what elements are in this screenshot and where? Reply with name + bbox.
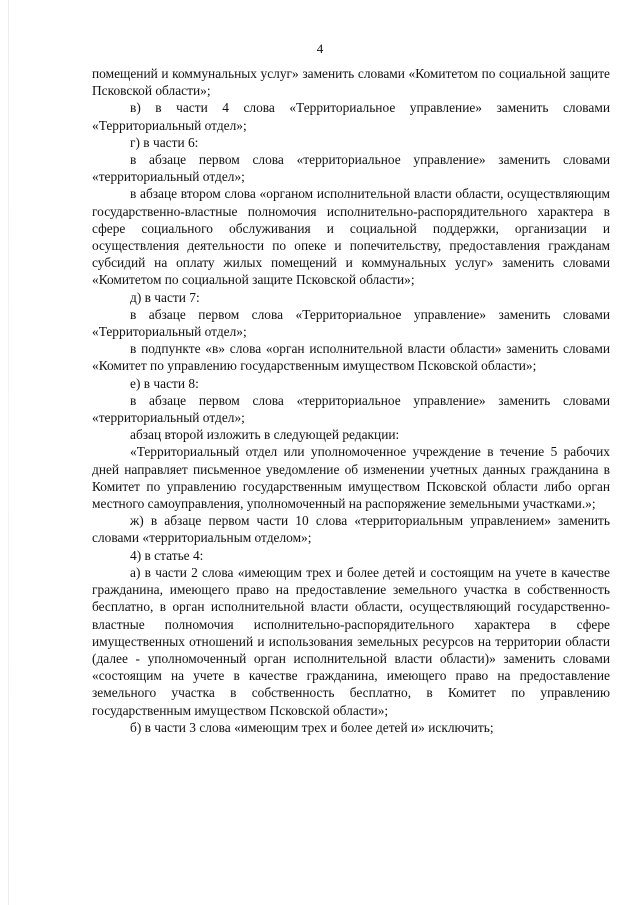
paragraph-article-4: 4) в статье 4: [130, 547, 204, 563]
scan-edge [8, 0, 9, 905]
document-body [92, 65, 610, 736]
paragraph-d-first: в абзаце первом слова «Территориальное управление» заменить словами «Территориальный отдел»; [92, 306, 610, 340]
paragraph-e-first: в абзаце первом слова «территориальное управление» заменить словами «территориальный отдел»; [92, 392, 610, 426]
paragraph-g-first: в абзаце первом слова «территориальное управление» заменить словами «территориальный отдел»; [92, 152, 610, 185]
paragraph-d-subpoint: в подпункте «в» слова «орган исполнительной власти области» заменить словами «Комитет по управлению государственным имуществом Псковской области»; [92, 341, 610, 374]
paragraph-item-d: д) в части 7: [130, 289, 200, 305]
paragraph-g-second: в абзаце втором слова «органом исполнительной власти области, осуществляющим государственно-властные полномочия исполнительно-распорядительного характера в сфере социального обслуживания и социальной поддержки, организации и осуществления деятельности по опеке и попечительству, предоставления гражданам субсидий на оплату жилых помещений и коммунальных услуг» заменить словами «Комитетом по социальной защите Псковской области»; [92, 186, 610, 288]
paragraph-item-a: а) в части 2 слова «имеющим трех и более детей и состоящим на учете в качестве гражданина, имеющего право на предоставление земельного участка в собственность бесплатно, в орган исполнительной власти области, осуществляющий государственно-властные полномочия исполнительно-распорядительного характера в сфере имущественных отношений и использования земельных ресурсов на территории области (далее - уполномоченный орган исполнительной власти области)» заменить словами «состоящим на учете в качестве гражданина, имеющего право на предоставление земельного участка в собственность бесплатно, в Комитет по управлению государственным имуществом Псковской области»; [92, 564, 610, 718]
paragraph-item-v: в) в части 4 слова «Территориальное управление» заменить словами «Территориальный отдел»; [92, 100, 610, 133]
page-number: 4 [316, 41, 324, 56]
paragraph-item-g: г) в части 6: [130, 134, 199, 150]
paragraph-item-b: б) в части 3 слова «имеющим трех и более детей и» исключить; [130, 719, 494, 735]
paragraph-e-new-text: «Территориальный отдел или уполномоченное учреждение в течение 5 рабочих дней направляет письменное уведомление об изменении учетных данных гражданина в Комитет по управлению государственным имуществом Псковской области либо орган местного самоуправления, уполномоченный на распоряжение земельными участками.»; [92, 444, 610, 512]
paragraph-continuation: помещений и коммунальных услуг» заменить словами «Комитетом по социальной защите Псковской области»; [92, 66, 610, 99]
paragraph-item-e: е) в части 8: [130, 375, 199, 391]
paragraph-item-zh: ж) в абзаце первом части 10 слова «территориальным управлением» заменить словами «территориальным отделом»; [92, 513, 610, 546]
paragraph-e-second-intro: абзац второй изложить в следующей редакции: [130, 427, 400, 443]
